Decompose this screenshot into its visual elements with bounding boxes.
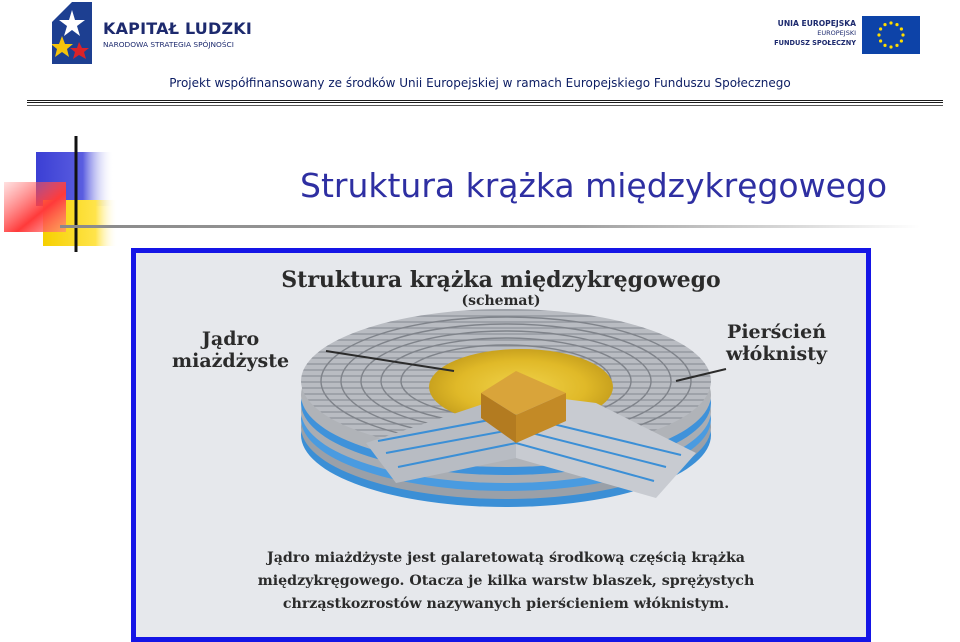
header-divider: [27, 100, 943, 101]
eu-flag-icon: [862, 16, 920, 54]
kapital-ludzki-logo: [52, 2, 252, 66]
figure-title: Struktura krążka międzykręgowego: [281, 267, 721, 293]
disc-diagram-figure: [131, 248, 871, 642]
label-annulus-line2: włóknisty: [726, 343, 828, 365]
decorative-squares: [0, 130, 140, 255]
kapital-ludzki-subtitle: NARODOWA STRATEGIA SPÓJNOŚCI: [103, 40, 234, 49]
label-nucleus-line1: Jądro: [201, 328, 260, 350]
eu-star-icon: [883, 44, 886, 47]
label-nucleus-line2: miażdżyste: [172, 350, 290, 372]
eu-star-icon: [879, 27, 882, 30]
eu-logo: [774, 12, 920, 56]
kapital-ludzki-star-icon: [52, 2, 92, 64]
eu-logo-line2: EUROPEJSKI: [817, 29, 856, 37]
kapital-ludzki-title: KAPITAŁ LUDZKI: [103, 19, 253, 38]
eu-star-icon: [900, 39, 903, 42]
eu-star-icon: [895, 23, 898, 26]
header-divider: [27, 102, 943, 103]
title-underline: [60, 225, 920, 228]
slide-title: Struktura krążka międzykręgowego: [300, 166, 888, 205]
eu-logo-line1: UNIA EUROPEJSKA: [777, 19, 856, 28]
label-annulus-line1: Pierścień: [727, 321, 827, 343]
caption-line: chrząstkozrostów nazywanych pierścieniem włóknistym.: [282, 596, 730, 612]
eu-star-icon: [900, 27, 903, 30]
eu-star-icon: [895, 44, 898, 47]
eu-star-icon: [879, 39, 882, 42]
eu-star-icon: [889, 21, 892, 24]
figure-subtitle: (schemat): [461, 293, 541, 309]
eu-star-icon: [877, 33, 880, 36]
caption-line: Jądro miażdżyste jest galaretowatą środkową częścią krążka: [267, 550, 745, 566]
label-nucleus-pulposus: [172, 328, 289, 372]
caption-line: międzykręgowego. Otacza je kilka warstw blaszek, sprężystych: [257, 573, 755, 589]
eu-logo-line3: FUNDUSZ SPOŁECZNY: [774, 39, 856, 47]
eu-logo-text: [774, 18, 856, 48]
eu-star-icon: [889, 45, 892, 48]
eu-star-icon: [883, 23, 886, 26]
eu-star-icon: [901, 33, 904, 36]
figure-caption: [136, 547, 871, 616]
label-annulus-fibrosus: [726, 321, 827, 365]
header-divider: [27, 105, 943, 106]
project-funding-line: Projekt współfinansowany ze środków Unii Europejskiej w ramach Europejskiego Funduszu Społecznego: [169, 76, 791, 90]
